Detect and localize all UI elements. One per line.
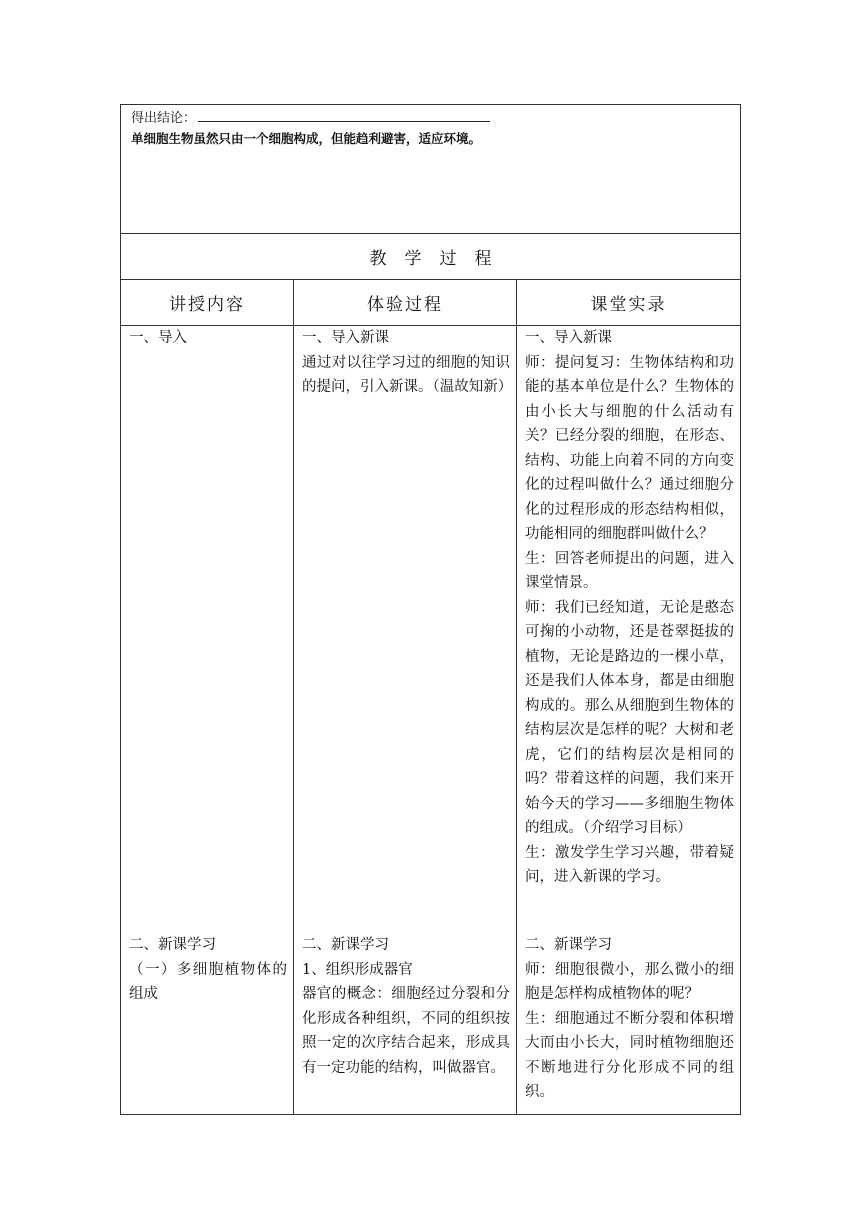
col2-intro-text: 通过对以往学习过的细胞的知识的提问，引入新课。（温故知新） xyxy=(302,354,513,395)
classroom-record-cell xyxy=(517,326,741,1115)
conclusion-blank-line xyxy=(198,109,490,122)
col3-intro-p3: 师：我们已经知道，无论是憨态可掬的小动物，还是苍翠挺拔的植物，无论是路边的一棵小草，还是我们人体本身，都是由细胞构成的。那么从细胞到生物体的结构层次是怎样的呢？大树和老虎，它们的结构层次是相同的吗？带着这样的问题，我们来开始今天的学习——多细胞生物体的组成。（介绍学习目标） xyxy=(525,599,735,836)
body-row xyxy=(121,326,741,1115)
col2-new-lesson-heading: 二、新课学习 xyxy=(302,937,389,953)
col3-intro-p4: 生：激发学生学习兴趣，带着疑问，进入新课的学习。 xyxy=(525,844,735,885)
header-teaching-content: 讲授内容 xyxy=(121,280,294,326)
header-experience-process: 体验过程 xyxy=(294,280,517,326)
col2-new-lesson-point: 1、组织形成器官 xyxy=(302,961,413,978)
lesson-plan-table xyxy=(120,104,741,1115)
col3-intro-heading: 一、导入新课 xyxy=(525,330,612,346)
col2-new-lesson-block xyxy=(302,933,510,1080)
col1-intro: 一、导入 xyxy=(129,330,187,346)
col3-new-p2: 生：细胞通过不断分裂和体积增大而由小长大，同时植物细胞还不断地进行分化形成不同的组织。 xyxy=(525,1010,735,1100)
section-title: 教学过程 xyxy=(121,234,741,280)
col2-intro-heading: 一、导入新课 xyxy=(302,330,389,346)
col1-new-lesson-sub: （一）多细胞植物体的组成 xyxy=(129,961,287,1002)
col3-new-p1: 师：细胞很微小，那么微小的细胞是怎样构成植物体的呢？ xyxy=(525,961,735,1002)
conclusion-row xyxy=(121,105,741,234)
header-row xyxy=(121,280,741,326)
conclusion-cell xyxy=(121,105,741,234)
conclusion-text: 单细胞生物虽然只由一个细胞构成，但能趋利避害，适应环境。 xyxy=(131,131,482,146)
col3-intro-p1: 师：提问复习：生物体结构和功能的基本单位是什么？生物体的由小长大与细胞的什么活动有关？已经分裂的细胞，在形态、结构、功能上向着不同的方向变化的过程叫做什么？通过细胞分化的过程形成的形态结构相似，功能相同的细胞群叫做什么？ xyxy=(525,354,735,542)
col1-intro-block xyxy=(129,326,287,351)
col1-new-lesson-heading: 二、新课学习 xyxy=(129,937,216,953)
col1-new-lesson-block xyxy=(129,933,287,1007)
col3-new-lesson-block xyxy=(525,933,734,1105)
col2-new-lesson-text: 器官的概念：细胞经过分裂和分化形成各种组织，不同的组织按照一定的次序结合起来，形成具有一定功能的结构，叫做器官。 xyxy=(302,986,510,1076)
conclusion-label: 得出结论： xyxy=(131,111,197,126)
section-title-row xyxy=(121,234,741,280)
conclusion-label-line xyxy=(131,109,732,129)
col3-intro-block xyxy=(525,326,734,890)
header-classroom-record: 课堂实录 xyxy=(517,280,741,326)
col3-new-lesson-heading: 二、新课学习 xyxy=(525,937,612,953)
teaching-content-cell xyxy=(121,326,294,1115)
col2-intro-block xyxy=(302,326,513,400)
experience-process-cell xyxy=(294,326,517,1115)
col3-intro-p2: 生：回答老师提出的问题，进入课堂情景。 xyxy=(525,550,735,591)
